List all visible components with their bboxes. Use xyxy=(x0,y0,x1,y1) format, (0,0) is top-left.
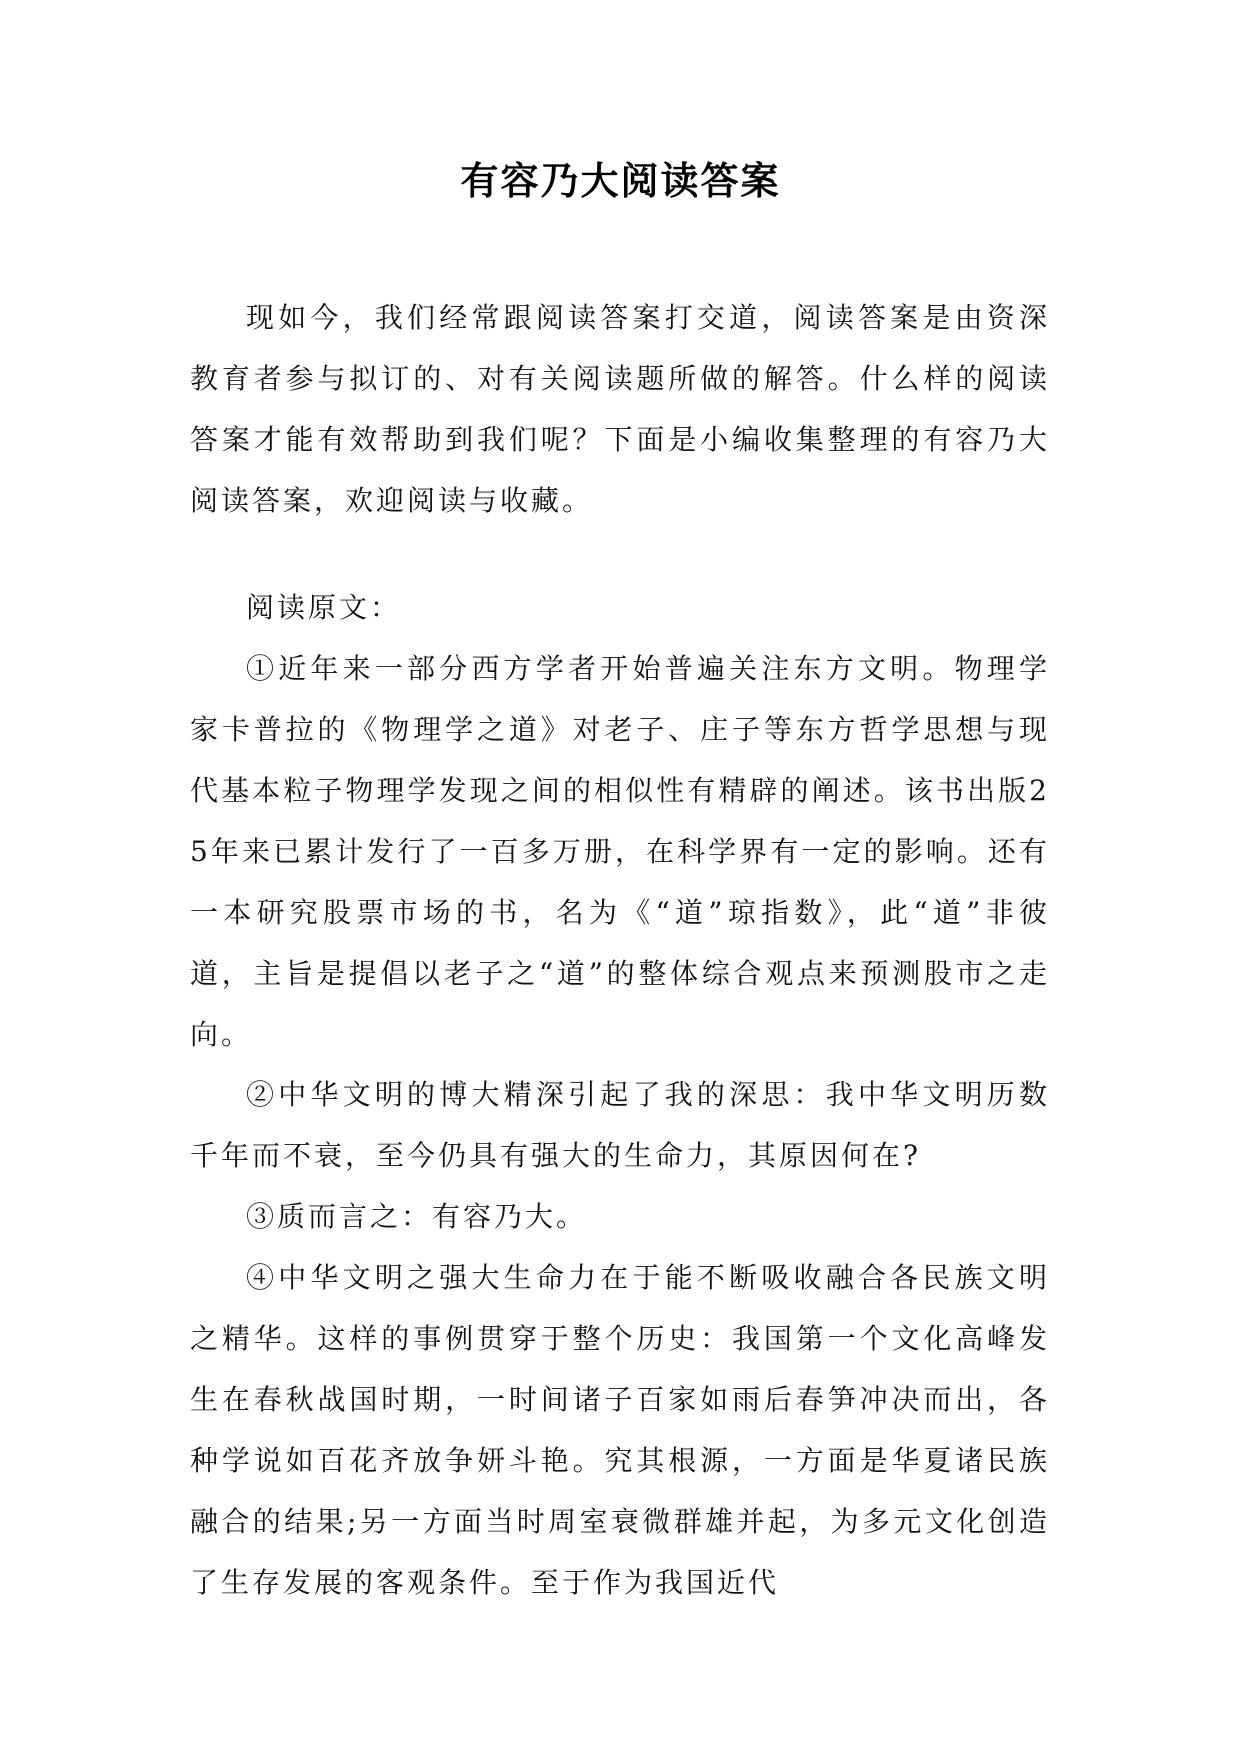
intro-paragraph: 现如今，我们经常跟阅读答案打交道，阅读答案是由资深教育者参与拟订的、对有关阅读题所做的解答。什么样的阅读答案才能有效帮助到我们呢？下面是小编收集整理的有容乃大阅读答案，欢迎阅读与收藏。 xyxy=(190,301,1050,517)
original-text-label: 阅读原文： xyxy=(246,591,402,624)
paragraph-1: ①近年来一部分西方学者开始普遍关注东方文明。物理学家卡普拉的《物理学之道》对老子、庄子等东方哲学思想与现代基本粒子物理学发现之间的相似性有精辟的阐述。该书出版25年来已累计发行了一百多万册，在科学界有一定的影响。还有一本研究股票市场的书，名为《“道”琼指数》，此“道”非彼道，主旨是提倡以老子之“道”的整体综合观点来预测股市之走向。 xyxy=(190,652,1050,1051)
document-title: 有容乃大阅读答案 xyxy=(460,159,781,203)
paragraph-4: ④中华文明之强大生命力在于能不断吸收融合各民族文明之精华。这样的事例贯穿于整个历史：我国第一个文化高峰发生在春秋战国时期，一时间诸子百家如雨后春笋冲决而出，各种学说如百花齐放争妍斗艳。究其根源，一方面是华夏诸民族融合的结果;另一方面当时周室衰微群雄并起，为多元文化创造了生存发展的客观条件。至于作为我国近代 xyxy=(190,1261,1050,1599)
paragraph-2: ②中华文明的博大精深引起了我的深思：我中华文明历数千年而不衰，至今仍具有强大的生命力，其原因何在? xyxy=(190,1078,1050,1172)
paragraph-3: ③质而言之：有容乃大。 xyxy=(246,1200,588,1233)
